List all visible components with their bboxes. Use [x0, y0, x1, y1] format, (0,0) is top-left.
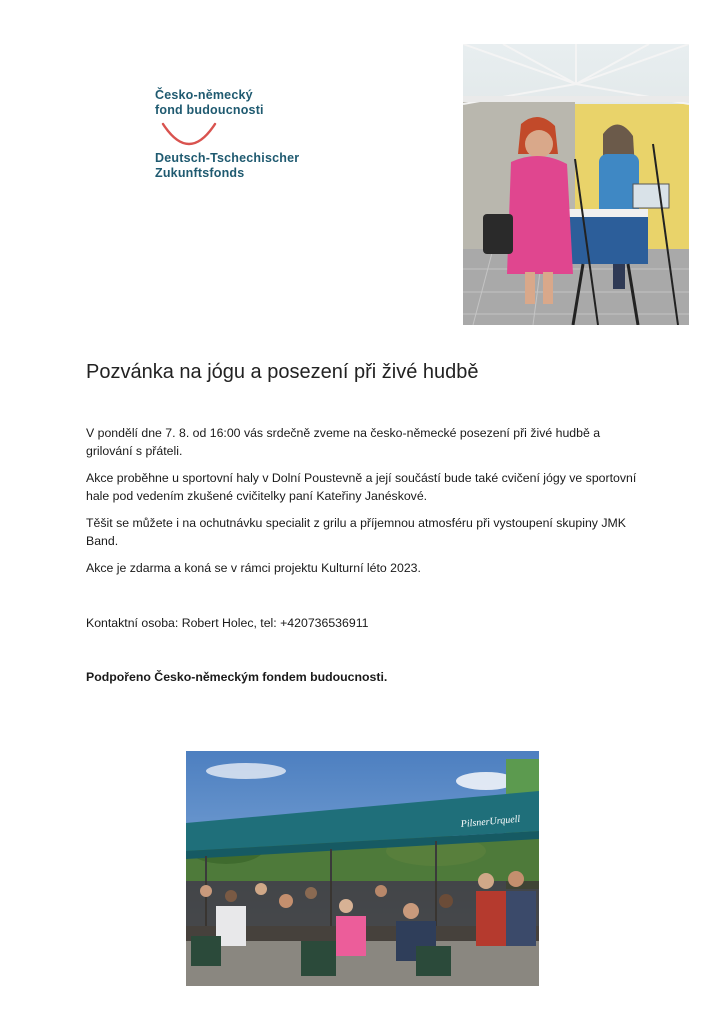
logo-arc-icon: [159, 120, 219, 148]
logo-cz-line2: fond budoucnosti: [155, 103, 264, 117]
logo-cz-line1: Česko-německý: [155, 88, 253, 102]
fund-logo: [155, 88, 365, 208]
concert-photo-illustration: [463, 44, 689, 325]
terrace-photo-illustration: [186, 751, 539, 986]
concert-photo: [463, 44, 689, 325]
paragraph-free: Akce je zdarma a koná se v rámci projektu Kulturní léto 2023.: [86, 561, 421, 575]
paragraph-program: Těšit se můžete i na ochutnávku specialit z grilu a příjemnou atmosféru při vystoupení skupiny JMK Band.: [86, 516, 626, 548]
paragraph-location: Akce proběhne u sportovní haly v Dolní Poustevně a její součástí bude také cvičení jógy ve sportovní hale pod vedením zkušené cvičitelky paní Kateřiny Janéskové.: [86, 471, 637, 503]
awning-brand-text: PilsnerUrquell: [460, 813, 521, 830]
support-note: Podpořeno Česko-německým fondem budoucnosti.: [86, 670, 388, 684]
logo-de-line2: Zukunftsfonds: [155, 166, 245, 180]
invitation-body: [86, 424, 646, 586]
page-title: Pozvánka na jógu a posezení při živé hudbě: [86, 361, 479, 383]
logo-de-line1: Deutsch-Tschechischer: [155, 151, 300, 165]
contact-person: Kontaktní osoba: Robert Holec, tel: +420736536911: [86, 616, 369, 630]
paragraph-date: V pondělí dne 7. 8. od 16:00 vás srdečně zveme na česko-německé posezení při živé hudbě a grilování s přáteli.: [86, 426, 601, 458]
terrace-photo: [186, 751, 539, 986]
